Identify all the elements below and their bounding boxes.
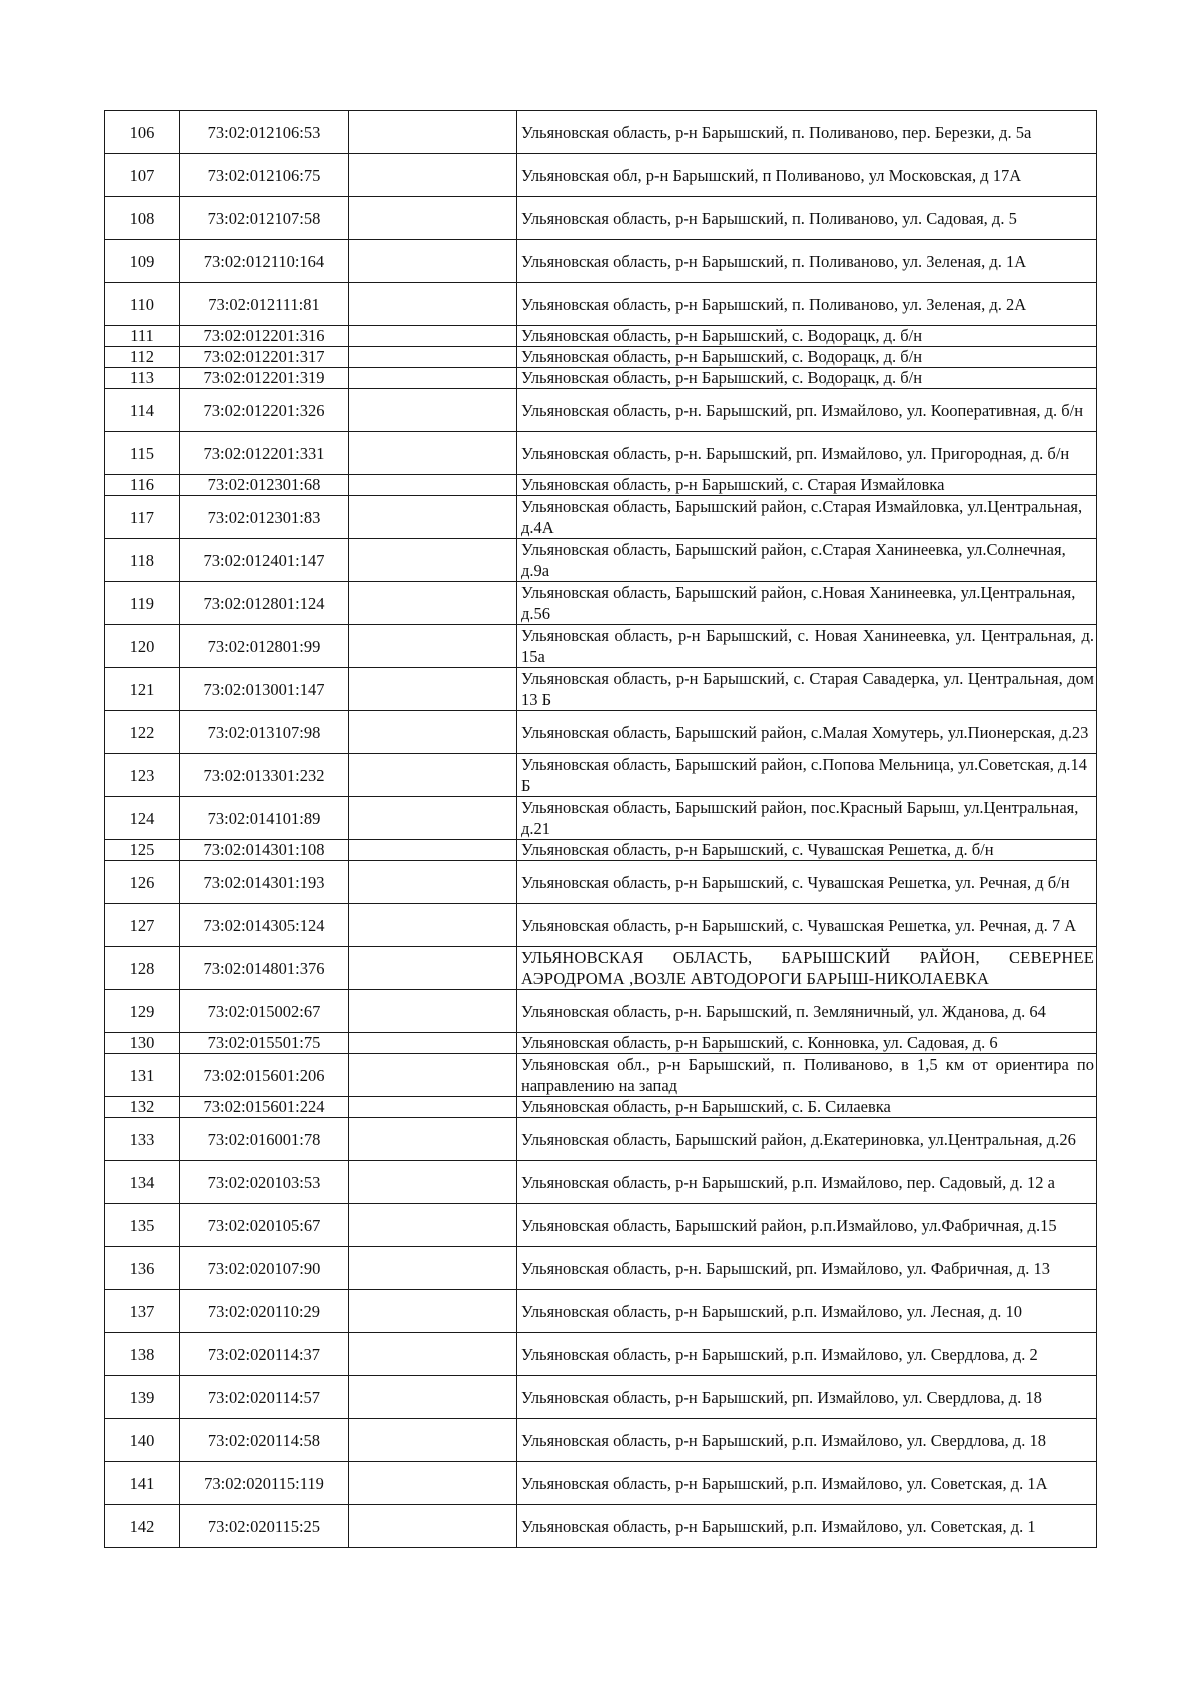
empty-cell [349,240,517,283]
empty-cell [349,1376,517,1419]
row-number-cell: 141 [105,1462,180,1505]
address-cell: Ульяновская область, р-н Барышский, с. Водорацк, д. б/н [517,347,1097,368]
row-number-cell: 134 [105,1161,180,1204]
empty-cell [349,1462,517,1505]
table-row [105,904,1097,947]
address-cell: Ульяновская область, р-н. Барышский, п. Земляничный, ул. Жданова, д. 64 [517,990,1097,1033]
empty-cell [349,1118,517,1161]
empty-cell [349,475,517,496]
cadastral-number-cell: 73:02:012201:316 [180,326,349,347]
address-cell: Ульяновская область, р-н Барышский, п. Поливаново, ул. Зеленая, д. 2А [517,283,1097,326]
table-row [105,283,1097,326]
row-number-cell: 118 [105,539,180,582]
row-number-cell: 106 [105,111,180,154]
row-number-cell: 125 [105,840,180,861]
empty-cell [349,432,517,475]
address-cell: Ульяновская область, р-н. Барышский, рп. Измайлово, ул. Пригородная, д. б/н [517,432,1097,475]
table-row [105,475,1097,496]
table-row [105,797,1097,840]
table-row [105,754,1097,797]
cadastral-number-cell: 73:02:016001:78 [180,1118,349,1161]
address-cell: Ульяновская область, р-н Барышский, п. Поливаново, пер. Березки, д. 5а [517,111,1097,154]
table-row [105,347,1097,368]
row-number-cell: 117 [105,496,180,539]
row-number-cell: 139 [105,1376,180,1419]
cadastral-number-cell: 73:02:013301:232 [180,754,349,797]
empty-cell [349,1419,517,1462]
address-cell: Ульяновская область, р-н Барышский, р.п. Измайлово, пер. Садовый, д. 12 а [517,1161,1097,1204]
cadastral-number-cell: 73:02:014301:108 [180,840,349,861]
cadastral-number-cell: 73:02:014301:193 [180,861,349,904]
address-cell: Ульяновская область, р-н Барышский, р.п. Измайлово, ул. Советская, д. 1 [517,1505,1097,1548]
address-cell: Ульяновская область, р-н Барышский, п. Поливаново, ул. Зеленая, д. 1А [517,240,1097,283]
address-cell: Ульяновская область, Барышский район, д.Екатериновка, ул.Центральная, д.26 [517,1118,1097,1161]
empty-cell [349,904,517,947]
row-number-cell: 127 [105,904,180,947]
address-cell: Ульяновская область, Барышский район, с.Старая Ханинеевка, ул.Солнечная, д.9а [517,539,1097,582]
address-cell: Ульяновская область, Барышский район, р.п.Измайлово, ул.Фабричная, д.15 [517,1204,1097,1247]
table-row [105,1419,1097,1462]
empty-cell [349,625,517,668]
table-row [105,1097,1097,1118]
empty-cell [349,1054,517,1097]
row-number-cell: 115 [105,432,180,475]
cadastral-number-cell: 73:02:012301:68 [180,475,349,496]
table-row [105,389,1097,432]
table-row [105,668,1097,711]
address-cell: Ульяновская область, р-н Барышский, с. Чувашская Решетка, ул. Речная, д. 7 А [517,904,1097,947]
empty-cell [349,539,517,582]
address-cell: Ульяновская обл, р-н Барышский, п Поливаново, ул Московская, д 17А [517,154,1097,197]
cadastral-number-cell: 73:02:012111:81 [180,283,349,326]
cadastral-number-cell: 73:02:012106:75 [180,154,349,197]
empty-cell [349,990,517,1033]
address-cell: Ульяновская область, р-н. Барышский, рп. Измайлово, ул. Фабричная, д. 13 [517,1247,1097,1290]
address-cell: Ульяновская область, р-н Барышский, с. Конновка, ул. Садовая, д. 6 [517,1033,1097,1054]
empty-cell [349,668,517,711]
cadastral-number-cell: 73:02:013107:98 [180,711,349,754]
address-cell: Ульяновская область, р-н Барышский, р.п. Измайлово, ул. Свердлова, д. 2 [517,1333,1097,1376]
cadastral-number-cell: 73:02:015002:67 [180,990,349,1033]
row-number-cell: 140 [105,1419,180,1462]
table-row [105,840,1097,861]
empty-cell [349,389,517,432]
table-row [105,1333,1097,1376]
empty-cell [349,326,517,347]
cadastral-number-cell: 73:02:014801:376 [180,947,349,990]
table-row [105,1161,1097,1204]
address-cell: Ульяновская область, р-н Барышский, с. Старая Савадерка, ул. Центральная, дом 13 Б [517,668,1097,711]
empty-cell [349,1204,517,1247]
cadastral-number-cell: 73:02:012201:326 [180,389,349,432]
address-cell: Ульяновская область, р-н Барышский, с. Водорацк, д. б/н [517,326,1097,347]
cadastral-number-cell: 73:02:020110:29 [180,1290,349,1333]
table-row [105,154,1097,197]
row-number-cell: 142 [105,1505,180,1548]
table-row [105,111,1097,154]
cadastral-number-cell: 73:02:020115:25 [180,1505,349,1548]
row-number-cell: 128 [105,947,180,990]
empty-cell [349,154,517,197]
address-cell: Ульяновская область, р-н Барышский, с. Чувашская Решетка, ул. Речная, д б/н [517,861,1097,904]
cadastral-number-cell: 73:02:012801:124 [180,582,349,625]
row-number-cell: 132 [105,1097,180,1118]
table-row [105,861,1097,904]
empty-cell [349,947,517,990]
cadastral-number-cell: 73:02:012201:319 [180,368,349,389]
table-row [105,625,1097,668]
address-cell: Ульяновская область, р-н Барышский, р.п. Измайлово, ул. Свердлова, д. 18 [517,1419,1097,1462]
row-number-cell: 135 [105,1204,180,1247]
address-cell: Ульяновская область, р-н Барышский, с. Новая Ханинеевка, ул. Центральная, д. 15а [517,625,1097,668]
address-cell: Ульяновская область, р-н Барышский, п. Поливаново, ул. Садовая, д. 5 [517,197,1097,240]
table-row [105,197,1097,240]
cadastral-number-cell: 73:02:012301:83 [180,496,349,539]
cadastral-number-cell: 73:02:012107:58 [180,197,349,240]
row-number-cell: 109 [105,240,180,283]
address-cell: Ульяновская область, Барышский район, с.Новая Ханинеевка, ул.Центральная, д.56 [517,582,1097,625]
table-row [105,432,1097,475]
row-number-cell: 126 [105,861,180,904]
row-number-cell: 111 [105,326,180,347]
cadastral-number-cell: 73:02:012106:53 [180,111,349,154]
address-cell: Ульяновская область, р-н Барышский, с. Чувашская Решетка, д. б/н [517,840,1097,861]
table-row [105,1033,1097,1054]
empty-cell [349,1033,517,1054]
row-number-cell: 110 [105,283,180,326]
table-row [105,539,1097,582]
table-row [105,240,1097,283]
cadastral-number-cell: 73:02:020114:37 [180,1333,349,1376]
empty-cell [349,368,517,389]
row-number-cell: 136 [105,1247,180,1290]
cadastral-number-cell: 73:02:020114:57 [180,1376,349,1419]
row-number-cell: 131 [105,1054,180,1097]
address-cell: Ульяновская область, р-н Барышский, р.п. Измайлово, ул. Лесная, д. 10 [517,1290,1097,1333]
empty-cell [349,347,517,368]
row-number-cell: 119 [105,582,180,625]
table-row [105,1054,1097,1097]
row-number-cell: 107 [105,154,180,197]
empty-cell [349,197,517,240]
table-row [105,368,1097,389]
empty-cell [349,797,517,840]
cadastral-number-cell: 73:02:020114:58 [180,1419,349,1462]
address-cell: Ульяновская область, Барышский район, с.Старая Измайловка, ул.Центральная, д.4А [517,496,1097,539]
row-number-cell: 138 [105,1333,180,1376]
cadastral-number-cell: 73:02:014305:124 [180,904,349,947]
address-cell: Ульяновская область, Барышский район, с.Малая Хомутерь, ул.Пионерская, д.23 [517,711,1097,754]
empty-cell [349,1333,517,1376]
address-cell: УЛЬЯНОВСКАЯ ОБЛАСТЬ, БАРЫШСКИЙ РАЙОН, СЕВЕРНЕЕ АЭРОДРОМА ,ВОЗЛЕ АВТОДОРОГИ БАРЫШ-НИКОЛАЕВКА [517,947,1097,990]
address-cell: Ульяновская область, Барышский район, пос.Красный Барыш, ул.Центральная, д.21 [517,797,1097,840]
row-number-cell: 108 [105,197,180,240]
table-row [105,496,1097,539]
table-row [105,1204,1097,1247]
cadastral-number-cell: 73:02:020115:119 [180,1462,349,1505]
table-row [105,711,1097,754]
cadastral-number-cell: 73:02:012201:317 [180,347,349,368]
empty-cell [349,111,517,154]
table-row [105,1290,1097,1333]
address-cell: Ульяновская область, р-н Барышский, рп. Измайлово, ул. Свердлова, д. 18 [517,1376,1097,1419]
row-number-cell: 137 [105,1290,180,1333]
row-number-cell: 124 [105,797,180,840]
table-row [105,1376,1097,1419]
address-cell: Ульяновская область, Барышский район, с.Попова Мельница, ул.Советская, д.14 Б [517,754,1097,797]
empty-cell [349,861,517,904]
address-cell: Ульяновская область, р-н Барышский, с. Старая Измайловка [517,475,1097,496]
table-row [105,326,1097,347]
row-number-cell: 123 [105,754,180,797]
table-body [105,111,1097,1548]
address-cell: Ульяновская область, р-н Барышский, с. Б. Силаевка [517,1097,1097,1118]
cadastral-number-cell: 73:02:020103:53 [180,1161,349,1204]
row-number-cell: 116 [105,475,180,496]
empty-cell [349,1161,517,1204]
cadastral-number-cell: 73:02:012110:164 [180,240,349,283]
row-number-cell: 120 [105,625,180,668]
cadastral-number-cell: 73:02:015501:75 [180,1033,349,1054]
row-number-cell: 121 [105,668,180,711]
empty-cell [349,1097,517,1118]
cadastral-number-cell: 73:02:012201:331 [180,432,349,475]
empty-cell [349,1290,517,1333]
table-row [105,1505,1097,1548]
cadastral-number-cell: 73:02:015601:224 [180,1097,349,1118]
address-cell: Ульяновская область, р-н Барышский, с. Водорацк, д. б/н [517,368,1097,389]
empty-cell [349,1247,517,1290]
table-row [105,582,1097,625]
row-number-cell: 113 [105,368,180,389]
table-row [105,947,1097,990]
address-cell: Ульяновская область, р-н. Барышский, рп. Измайлово, ул. Кооперативная, д. б/н [517,389,1097,432]
row-number-cell: 122 [105,711,180,754]
empty-cell [349,840,517,861]
row-number-cell: 129 [105,990,180,1033]
empty-cell [349,711,517,754]
empty-cell [349,754,517,797]
cadastral-number-cell: 73:02:020105:67 [180,1204,349,1247]
cadastral-number-cell: 73:02:012801:99 [180,625,349,668]
cadastral-number-cell: 73:02:012401:147 [180,539,349,582]
row-number-cell: 114 [105,389,180,432]
cadastral-number-cell: 73:02:013001:147 [180,668,349,711]
empty-cell [349,1505,517,1548]
empty-cell [349,496,517,539]
cadastral-number-cell: 73:02:020107:90 [180,1247,349,1290]
cadastral-number-cell: 73:02:015601:206 [180,1054,349,1097]
empty-cell [349,283,517,326]
cadastral-registry-table [104,110,1097,1548]
table-row [105,990,1097,1033]
table-row [105,1462,1097,1505]
row-number-cell: 130 [105,1033,180,1054]
address-cell: Ульяновская область, р-н Барышский, р.п. Измайлово, ул. Советская, д. 1А [517,1462,1097,1505]
row-number-cell: 133 [105,1118,180,1161]
cadastral-number-cell: 73:02:014101:89 [180,797,349,840]
table-row [105,1118,1097,1161]
address-cell: Ульяновская обл., р-н Барышский, п. Поливаново, в 1,5 км от ориентира по направлению на запад [517,1054,1097,1097]
row-number-cell: 112 [105,347,180,368]
table-row [105,1247,1097,1290]
empty-cell [349,582,517,625]
